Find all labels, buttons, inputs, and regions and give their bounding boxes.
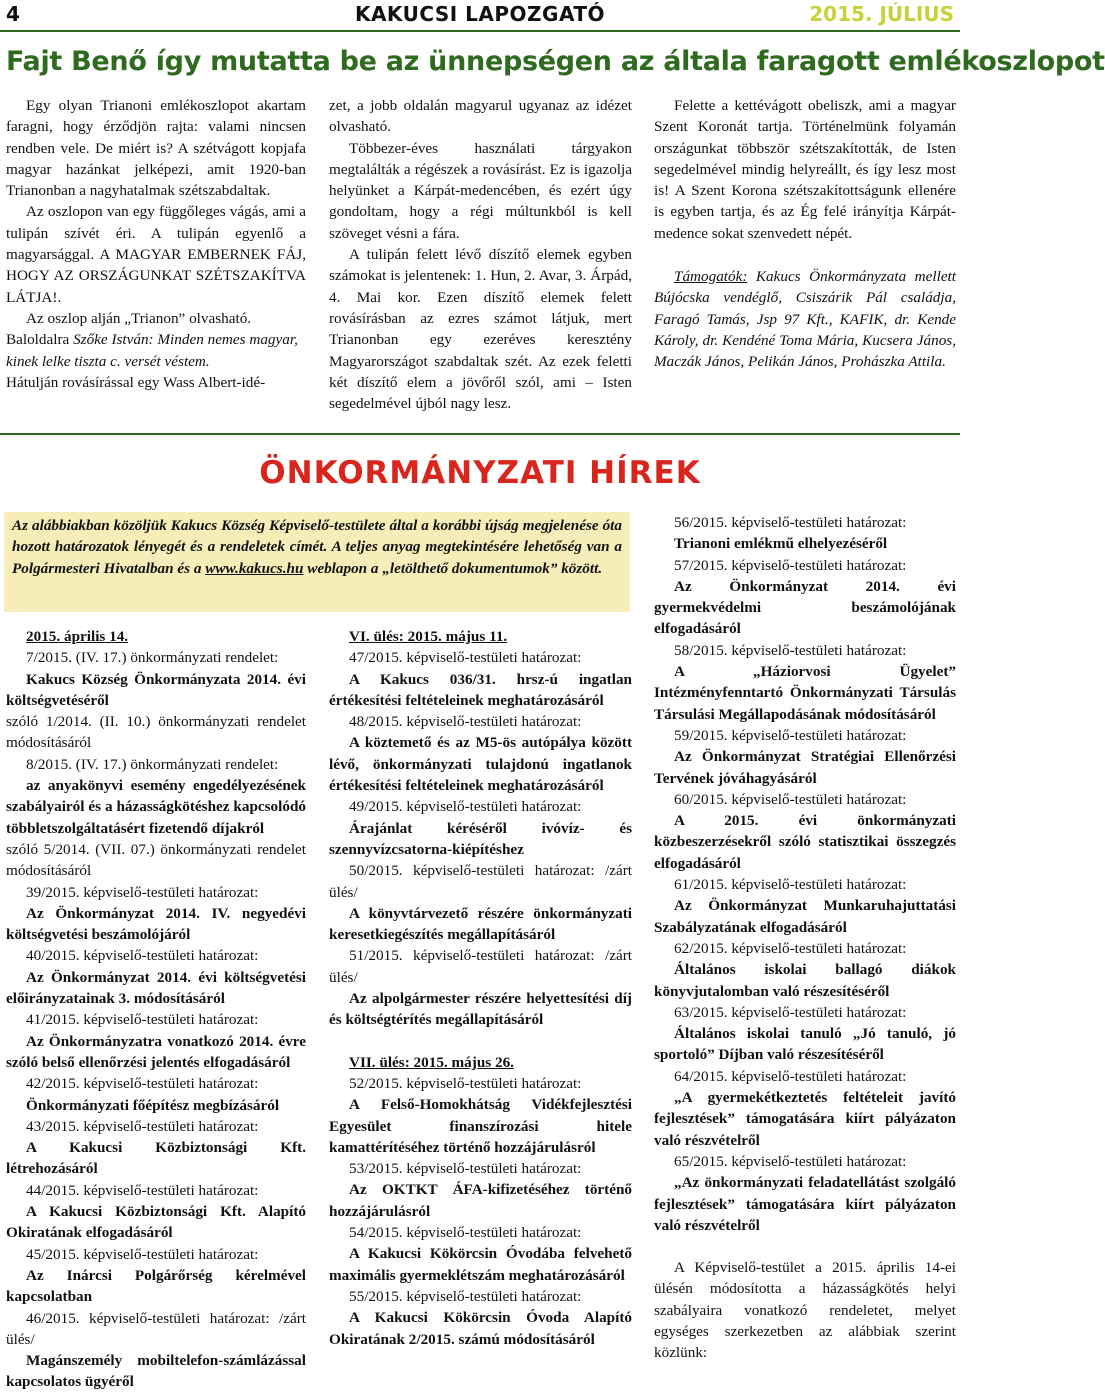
sponsors-label: Támogatók: (674, 268, 748, 286)
resolution-title: Az Önkormányzat 2014. évi gyermekvédelmi beszámolójának elfogadásáról (654, 577, 956, 638)
resolution-number: 48/2015. képviselő-testületi határozat: (349, 713, 582, 731)
resolution-title: A Felső-Homokhátság Vidékfejlesztési Egyesület finanszírozási hitele kamattérítéséhez történő hozzájárulásról (329, 1096, 632, 1156)
article-paragraph: zet, a jobb oldalán magyarul ugyanaz az idézet olvasható. (329, 97, 632, 136)
section-divider (0, 433, 960, 435)
resolution-number: 8/2015. (IV. 17.) önkormányzati rendelet: (26, 755, 279, 773)
article-column-1 (6, 95, 306, 393)
resolution-number: A Képviselő-testület a 2015. április 14-ei ülésén módosította a házasságkötés helyi szabályaira vonatkozó rendeletet, melyet egységes szerkezetben az alábbiak szerint közlünk: (654, 1259, 956, 1362)
resolution-number: 50/2015. képviselő-testületi határozat: /zárt ülés/ (329, 862, 632, 901)
resolution-number: 51/2015. képviselő-testületi határozat: /zárt ülés/ (329, 947, 632, 986)
resolution-title: A „Háziorvosi Ügyelet” Intézményfenntartó Önkormányzati Társulás Társulási Megállapodásának módosításáról (654, 663, 956, 723)
resolution-title: az anyakönyvi esemény engedélyezésének szabályairól és a házasságkötéshez kapcsolódó többletszolgáltatásért fizetendő díjakról (6, 777, 306, 837)
article-paragraph: Az oszlopon van egy függőleges vágás, ami a tulipán szívét éri. A tulipán egyenlő a magyarsággal. A MAGYAR EMBERNEK FÁJ, HOGY AZ ORSZÁGUNKAT SZÉTSZAKÍTVA LÁTJA!. (6, 203, 306, 306)
resolution-text: szóló 5/2014. (VII. 07.) önkormányzati rendelet módosításáról (6, 840, 306, 880)
article-paragraph: Hátulján rovásírással egy Wass Albert-idé- (6, 373, 266, 391)
resolution-number: 59/2015. képviselő-testületi határozat: (674, 726, 907, 744)
resolution-number: 7/2015. (IV. 17.) önkormányzati rendelet: (26, 649, 279, 667)
resolution-number: 56/2015. képviselő-testületi határozat: (674, 514, 907, 531)
article-paragraph: A tulipán felett lévő díszítő elemek egyben számokat is jelentenek: 1. Hun, 2. Avar, 3. Árpád, 4. Mai kor. Ezen díszítő elemek felett rovásírásban az ezres számot látjuk, mert Trianonban egy ezeréves keresztény Magyarországot szabdaltak szét. Az ezek feletti két díszítő elem a jövőről szól, ami – Isten segedelmével újból nagy lesz. (329, 246, 632, 413)
resolution-number: 40/2015. képviselő-testületi határozat: (26, 947, 259, 965)
article-paragraph: Felette a kettévágott obeliszk, ami a magyar Szent Koronát tartja. Történelmünk folyamán országunkat többször szétszakították, de Isten segedelmével mindig helyreállt, és így lesz most is! A Szent Korona szétszakítottságunk ellenére is egyben tartja, és az Ég felé irányítja Kárpát-medence sokat szenvedett népét. (654, 97, 956, 242)
page-header (0, 0, 960, 32)
resolution-number: 47/2015. képviselő-testületi határozat: (349, 649, 582, 667)
article-title: Fajt Benő így mutatta be az ünnepségen az általa faragott emlékoszlopot (6, 46, 1105, 77)
news-column-2 (329, 626, 632, 1350)
website-link[interactable]: www.kakucs.hu (205, 559, 304, 577)
resolution-number: 65/2015. képviselő-testületi határozat: (674, 1152, 907, 1170)
resolution-number: 63/2015. képviselő-testületi határozat: (674, 1003, 907, 1021)
resolution-number: 46/2015. képviselő-testületi határozat: /zárt ülés/ (6, 1309, 306, 1348)
article-paragraph: Az oszlop alján „Trianon” olvasható. (26, 309, 252, 327)
resolution-number: 62/2015. képviselő-testületi határozat: (674, 939, 907, 957)
resolution-number: 49/2015. képviselő-testületi határozat: (349, 798, 582, 816)
spacer (654, 1236, 956, 1257)
article-column-2 (329, 95, 632, 414)
section-title: ÖNKORMÁNYZATI HÍREK (259, 455, 701, 491)
resolution-number: 53/2015. képviselő-testületi határozat: (349, 1160, 582, 1178)
resolution-title: Az Önkormányzatra vonatkozó 2014. évre szóló belső ellenőrzési jelentés elfogadásáról (6, 1032, 306, 1071)
article-column-3 (654, 95, 956, 373)
issue-date: 2015. JÚLIUS (809, 2, 954, 26)
meeting-date: 2015. április 14. (26, 628, 129, 645)
resolution-title: A 2015. évi önkormányzati közbeszerzésekről szóló statisztikai összegzés elfogadásáról (654, 812, 956, 872)
meeting-date: VII. ülés: 2015. május 26. (349, 1053, 514, 1071)
resolution-title: Az OKTKT ÁFA-kifizetéséhez történő hozzájárulásról (329, 1181, 632, 1220)
news-column-3 (654, 512, 956, 1364)
resolution-title: A Kakucs 036/31. hrsz-ú ingatlan értékesítési feltételeinek meghatározásáról (329, 670, 632, 709)
article-paragraph: Többezer-éves használati tárgyakon megtalálták a régészek a rovásírást. Ez is igazolja helyünket a Kárpát-medencében, és ezért úgy gondoltam, hogy a régi múltunkból is kell szöveget vésni a fára. (329, 139, 632, 242)
intro-text: Az alábbiakban közöljük Kakucs Község Képviselő-testülete által a korábbi újság megjelenése óta hozott határozatok lényegét és a rendeletek címét. A teljes anyag megtekintésére lehetőség van a Polgármesteri Hivatalban és a (12, 517, 622, 577)
article-paragraph: Egy olyan Trianoni emlékoszlopot akartam faragni, hogy érződjön rajta: valami nincsen rendben vele. De miért is? A szétvágott kopjafa magyar hazánkat jelképezi, amit 1920-ban Trianonban a nagyhatalmak szétszabdaltak. (6, 97, 306, 200)
resolution-number: 57/2015. képviselő-testületi határozat: (674, 556, 907, 574)
news-column-1 (6, 626, 306, 1393)
resolution-number: 64/2015. képviselő-testületi határozat: (674, 1067, 907, 1085)
resolution-number: 54/2015. képviselő-testületi határozat: (349, 1224, 582, 1242)
resolution-number: 45/2015. képviselő-testületi határozat: (26, 1245, 259, 1263)
resolution-title: Az Önkormányzat Stratégiai Ellenőrzési Tervének jóváhagyásáról (654, 748, 956, 787)
resolution-title: Árajánlat kéréséről ivóvíz- és szennyvízcsatorna-kiépítéshez (329, 819, 632, 858)
resolution-number: 52/2015. képviselő-testületi határozat: (349, 1074, 582, 1092)
resolution-title: Általános iskolai tanuló „Jó tanuló, jó sportoló” Díjban való részesítéséről (654, 1025, 956, 1064)
resolution-title: A Kakucsi Kökörcsin Óvodába felvehető maximális gyermeklétszám meghatározásáról (329, 1245, 632, 1284)
sponsors-paragraph (654, 266, 956, 372)
intro-text-end: weblapon a „letölthető dokumentumok” között. (307, 559, 603, 577)
poem-intro: Baloldalra (6, 331, 70, 349)
article-paragraph (6, 329, 306, 372)
resolution-title: Kakucs Község Önkormányzata 2014. évi költségvetéséről (6, 670, 306, 709)
resolution-title: Az alpolgármester részére helyettesítési díj és költségtérítés megállapításáról (329, 990, 632, 1029)
resolution-title: A köztemető és az M5-ös autópálya között lévő, önkormányzati tulajdonú ingatlanok értékesítési feltételeinek meghatározásáról (329, 734, 632, 795)
news-intro-box (4, 512, 630, 612)
resolution-title: Önkormányzati főépítész megbízásáról (26, 1096, 280, 1114)
resolution-number: 42/2015. képviselő-testületi határozat: (26, 1075, 259, 1093)
resolution-title: A Kakucsi Közbiztonsági Kft. Alapító Okiratának elfogadásáról (6, 1203, 306, 1242)
publication-name: KAKUCSI LAPOZGATÓ (354, 2, 606, 26)
resolution-number: 43/2015. képviselő-testületi határozat: (26, 1117, 259, 1135)
resolution-title: Az Önkormányzat 2014. évi költségvetési előirányzatainak 3. módosításáról (6, 968, 306, 1008)
resolution-number: 39/2015. képviselő-testületi határozat: (26, 883, 259, 901)
resolution-number: 60/2015. képviselő-testületi határozat: (674, 790, 907, 808)
spacer (329, 1031, 632, 1052)
resolution-title: A Kakucsi Kökörcsin Óvoda Alapító Okiratának 2/2015. számú módosításáról (329, 1309, 632, 1348)
resolution-title: A Kakucsi Közbiztonsági Kft. létrehozásáról (6, 1139, 306, 1178)
sponsors-list: Kakucs Önkormányzata mellett Bújócska vendéglő, Csiszárik Pál családja, Faragó Tamás, Jsp 97 Kft., KAFIK, dr. Kende Károly, dr. Kendéné Toma Mária, Kucsera János, Maczák János, Pelikán János, Prohászka Attila. (654, 268, 957, 371)
resolution-number: 55/2015. képviselő-testületi határozat: (349, 1287, 582, 1305)
resolution-title: Az Önkormányzat 2014. IV. negyedévi költségvetési beszámolójáról (6, 904, 306, 944)
resolution-title: Trianoni emlékmű elhelyezéséről (674, 535, 888, 553)
resolution-title: „Az önkormányzati feladatellátást szolgáló fejlesztések” támogatására kiírt pályázaton való részvételről (654, 1174, 956, 1234)
resolution-number: 41/2015. képviselő-testületi határozat: (26, 1011, 259, 1029)
resolution-title: Általános iskolai ballagó diákok könyvjutalomban való részesítéséről (654, 961, 956, 1000)
resolution-title: Az Inárcsi Polgárőrség kérelmével kapcsolatban (6, 1266, 306, 1306)
resolution-title: Az Önkormányzat Munkaruhajuttatási Szabályzatának elfogadásáról (654, 897, 956, 936)
header-rule (0, 30, 960, 32)
resolution-title: „A gyermekétkeztetés feltételeit javító fejlesztések” támogatására kiírt pályázaton való részvételről (654, 1089, 956, 1149)
poem-credit: Szőke István: Minden nemes magyar, kinek lelke tiszta c. versét véstem. (6, 331, 298, 370)
resolution-title: A könyvtárvezető részére önkormányzati keresetkiegészítés megállapításáról (329, 904, 632, 944)
page-number: 4 (6, 2, 20, 26)
meeting-date: VI. ülés: 2015. május 11. (349, 628, 508, 645)
resolution-text: szóló 1/2014. (II. 10.) önkormányzati rendelet módosításáról (6, 713, 306, 752)
resolution-number: 61/2015. képviselő-testületi határozat: (674, 876, 907, 894)
resolution-title: Magánszemély mobiltelefon-számlázással kapcsolatos ügyéről (6, 1352, 306, 1391)
resolution-number: 44/2015. képviselő-testületi határozat: (26, 1181, 259, 1199)
resolution-number: 58/2015. képviselő-testületi határozat: (674, 641, 907, 659)
